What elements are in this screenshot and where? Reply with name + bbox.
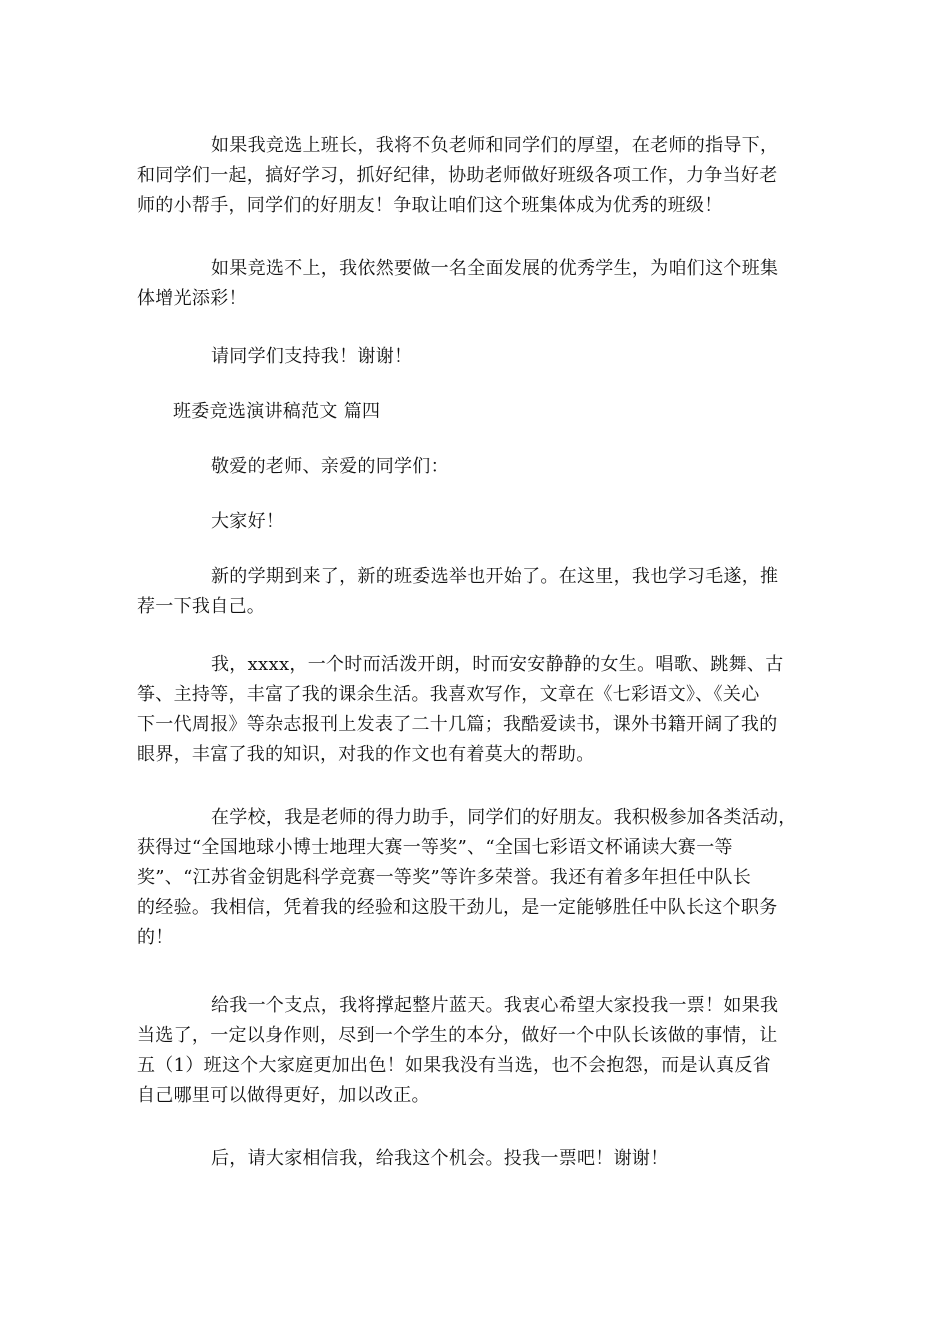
paragraph-line: 如果我竞选上班长，我将不负老师和同学们的厚望，在老师的指导下， [211,135,779,156]
paragraph-3 [137,342,827,372]
salutation-text: 敬爱的老师、亲爱的同学们： [211,456,449,477]
paragraph-line: 的经验。我相信，凭着我的经验和这股干劲儿，是一定能够胜任中队长这个职务 [137,897,778,918]
paragraph-1 [137,131,827,221]
paragraph-line: 的！ [137,927,174,948]
salutation [137,452,827,482]
paragraph-line: 获得过“全国地球小博士地理大赛一等奖”、“全国七彩语文杯诵读大赛一等 [137,837,733,858]
paragraph-line: 下一代周报》等杂志报刊上发表了二十几篇；我酷爱读书，课外书籍开阔了我的 [137,714,778,735]
paragraph-line: 体增光添彩！ [137,288,247,309]
paragraph-line: 师的小帮手，同学们的好朋友！争取让咱们这个班集体成为优秀的班级！ [137,195,723,216]
paragraph-line: 筝、主持等，丰富了我的课余生活。我喜欢写作，文章在《七彩语文》、《关心 [137,684,760,705]
paragraph-line: 新的学期到来了，新的班委选举也开始了。在这里，我也学习毛遂，推 [211,566,779,587]
paragraph-line: 五（1）班这个大家庭更加出色！如果我没有当选，也不会抱怨，而是认真反省 [137,1055,771,1076]
paragraph-line: 给我一个支点，我将撑起整片蓝天。我衷心希望大家投我一票！如果我 [211,995,779,1016]
paragraph-line: 荐一下我自己。 [137,596,266,617]
paragraph-line: 奖”、“江苏省金钥匙科学竞赛一等奖”等许多荣誉。我还有着多年担任中队长 [137,867,752,888]
section-heading-text: 班委竞选演讲稿范文 篇四 [173,401,381,422]
paragraph-10 [137,991,827,1111]
paragraph-line: 请同学们支持我！谢谢！ [211,346,413,367]
paragraph-line: 后，请大家相信我，给我这个机会。投我一票吧！谢谢！ [211,1148,669,1169]
paragraph-line: 在学校，我是老师的得力助手，同学们的好朋友。我积极参加各类活动， [211,807,797,828]
paragraph-line: 我，xxxx，一个时而活泼开朗，时而安安静静的女生。唱歌、跳舞、古 [211,654,784,675]
paragraph-9 [137,803,827,953]
paragraph-8 [137,650,827,770]
paragraph-line: 如果竞选不上，我依然要做一名全面发展的优秀学生，为咱们这个班集 [211,258,779,279]
paragraph-line: 眼界，丰富了我的知识，对我的作文也有着莫大的帮助。 [137,744,595,765]
section-heading [137,397,827,427]
paragraph-line: 当选了，一定以身作则，尽到一个学生的本分，做好一个中队长该做的事情，让 [137,1025,778,1046]
greeting-text: 大家好！ [211,511,285,532]
greeting [137,507,827,537]
paragraph-2 [137,254,827,314]
paragraph-7 [137,562,827,622]
paragraph-line: 自己哪里可以做得更好，加以改正。 [137,1085,430,1106]
paragraph-11 [137,1144,827,1174]
paragraph-line: 和同学们一起，搞好学习，抓好纪律，协助老师做好班级各项工作，力争当好老 [137,165,778,186]
